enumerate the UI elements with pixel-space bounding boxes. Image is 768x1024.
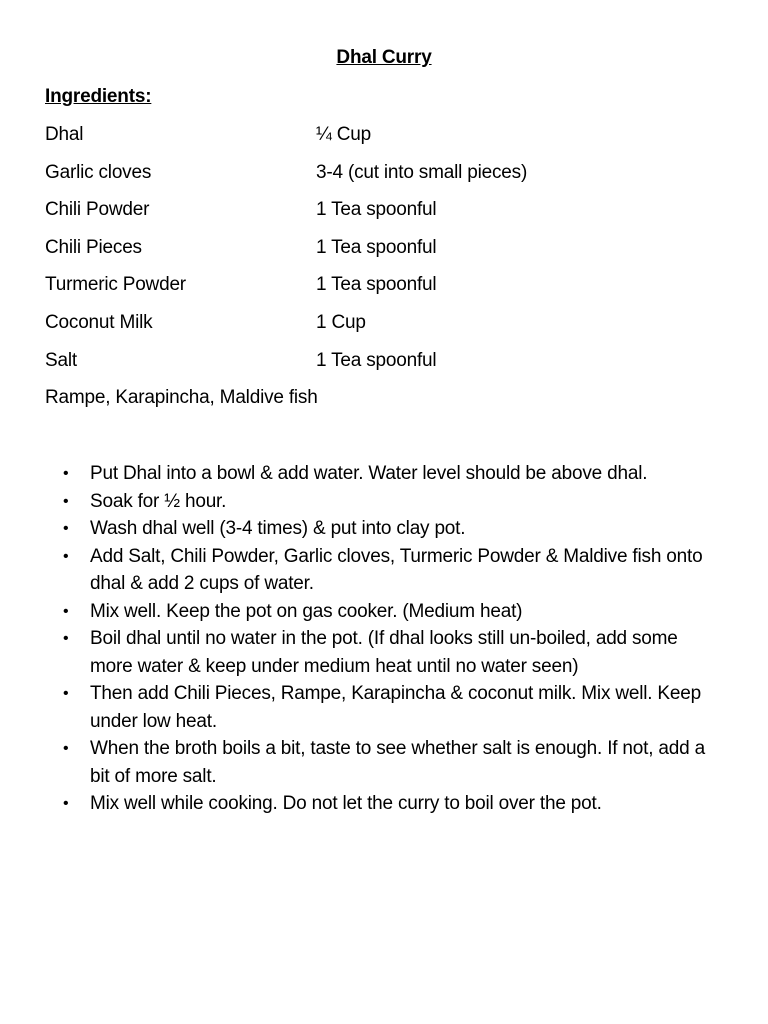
recipe-title: Dhal Curry: [336, 47, 432, 68]
bullet-icon: •: [63, 602, 69, 620]
instruction-text: When the broth boils a bit, taste to see whether salt is enough. If not, add a bit of more salt.: [90, 738, 705, 787]
ingredient-name: Chili Pieces: [45, 236, 142, 258]
instruction-step: [45, 598, 725, 626]
instruction-step: [45, 625, 725, 680]
ingredient-quantity: 1 Tea spoonful: [316, 199, 437, 221]
ingredient-row: [45, 122, 725, 160]
instructions-list: [45, 460, 725, 818]
instruction-text: Soak for ½ hour.: [90, 490, 227, 512]
bullet-icon: •: [63, 465, 69, 482]
instruction-step: [45, 735, 725, 790]
bullet-icon: •: [63, 795, 69, 812]
ingredient-row: [45, 160, 725, 198]
ingredient-name: Rampe, Karapincha, Maldive fish: [45, 387, 318, 409]
bullet-icon: •: [63, 630, 69, 647]
ingredient-name: Salt: [45, 349, 77, 371]
ingredient-name: Coconut Milk: [45, 311, 153, 333]
ingredients-list: [45, 122, 725, 423]
ingredient-quantity: 1 Tea spoonful: [316, 274, 437, 296]
ingredients-heading: Ingredients:: [45, 86, 152, 107]
ingredient-quantity: ¼ Cup: [316, 124, 371, 145]
instruction-step: [45, 515, 725, 543]
instruction-text: Mix well. Keep the pot on gas cooker. (Medium heat): [90, 600, 523, 622]
bullet-icon: •: [63, 492, 69, 510]
ingredient-name: Chili Powder: [45, 199, 150, 221]
ingredient-row: [45, 348, 725, 386]
bullet-icon: •: [63, 740, 69, 757]
bullet-icon: •: [63, 520, 69, 537]
ingredient-row: [45, 385, 725, 423]
instruction-step: [45, 543, 725, 598]
ingredient-quantity: 3-4 (cut into small pieces): [316, 161, 528, 183]
instruction-text: Then add Chili Pieces, Rampe, Karapincha & coconut milk. Mix well. Keep under low heat.: [90, 683, 701, 732]
ingredient-row: [45, 272, 725, 310]
instruction-text: Add Salt, Chili Powder, Garlic cloves, Turmeric Powder & Maldive fish onto dhal & add 2 cups of water.: [90, 545, 703, 594]
ingredient-row: [45, 235, 725, 273]
instruction-text: Wash dhal well (3-4 times) & put into clay pot.: [90, 518, 466, 539]
ingredient-name: Turmeric Powder: [45, 274, 186, 296]
ingredient-quantity: 1 Cup: [316, 311, 366, 333]
bullet-icon: •: [63, 685, 69, 702]
ingredient-row: [45, 310, 725, 348]
ingredient-name: Garlic cloves: [45, 161, 152, 183]
ingredient-row: [45, 197, 725, 235]
ingredient-quantity: 1 Tea spoonful: [316, 349, 437, 371]
instruction-step: [45, 488, 725, 516]
instruction-text: Put Dhal into a bowl & add water. Water level should be above dhal.: [90, 463, 648, 484]
instruction-step: [45, 790, 725, 818]
instruction-text: Boil dhal until no water in the pot. (If dhal looks still un-boiled, add some more water & keep under medium heat until no water seen): [90, 628, 678, 677]
instruction-text: Mix well while cooking. Do not let the curry to boil over the pot.: [90, 793, 602, 814]
ingredient-quantity: 1 Tea spoonful: [316, 236, 437, 258]
ingredient-name: Dhal: [45, 124, 84, 145]
instruction-step: [45, 460, 725, 488]
instruction-step: [45, 680, 725, 735]
bullet-icon: •: [63, 547, 69, 565]
